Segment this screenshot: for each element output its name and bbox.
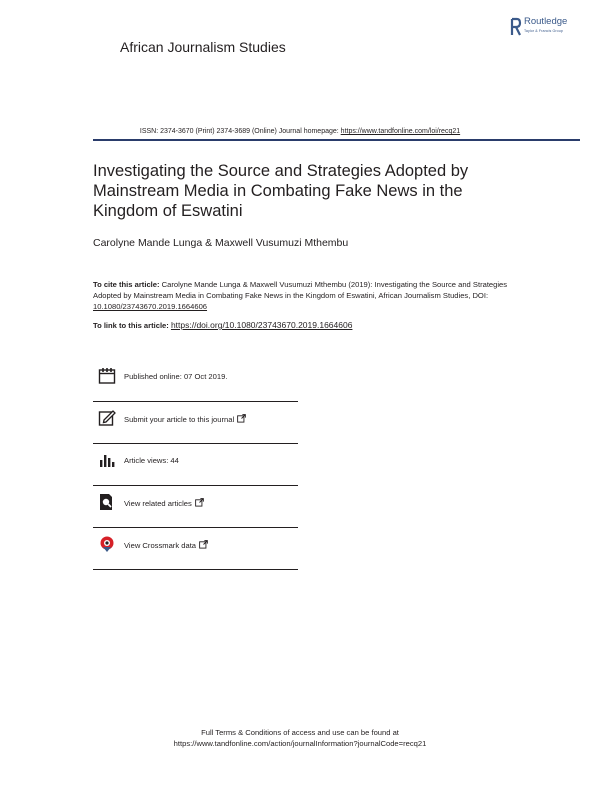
- issn-line: [0, 128, 600, 135]
- crossmark-row[interactable]: [93, 528, 298, 570]
- calendar-icon: [98, 367, 116, 385]
- published-date: Published online: 07 Oct 2019.: [124, 372, 228, 381]
- views-row: [93, 444, 298, 486]
- footer-url[interactable]: https://www.tandfonline.com/action/journalInformation?journalCode=recq21: [173, 739, 427, 748]
- crossmark-icon: [98, 535, 116, 553]
- publisher-tagline: Taylor & Francis Group: [524, 29, 563, 33]
- footer-terms: Full Terms & Conditions of access and use can be found at: [201, 728, 399, 737]
- published-row: [93, 360, 298, 402]
- external-link-icon: [237, 414, 246, 423]
- article-views: Article views: 44: [124, 456, 179, 465]
- article-authors: Carolyne Mande Lunga & Maxwell Vusumuzi Mthembu: [93, 237, 349, 249]
- issn-text: ISSN: 2374-3670 (Print) 2374-3689 (Online) Journal homepage:: [139, 128, 341, 135]
- related-row[interactable]: [93, 486, 298, 528]
- citation-block: [93, 279, 513, 312]
- submit-article-link[interactable]: Submit your article to this journal: [124, 414, 246, 424]
- doi-link[interactable]: 10.1080/23743670.2019.1664606: [93, 302, 208, 311]
- article-doi-url[interactable]: https://doi.org/10.1080/23743670.2019.1664606: [170, 320, 353, 330]
- article-info-panel: [93, 360, 298, 570]
- link-label: To link to this article:: [93, 321, 169, 330]
- crossmark-link[interactable]: View Crossmark data: [124, 540, 208, 550]
- journal-title: African Journalism Studies: [120, 39, 286, 55]
- external-link-icon: [195, 498, 204, 507]
- related-articles-link[interactable]: View related articles: [124, 498, 204, 508]
- bar-chart-icon: [98, 451, 116, 469]
- publisher-logo[interactable]: [510, 16, 590, 44]
- footer: [0, 727, 600, 749]
- article-link-line: [93, 320, 352, 330]
- edit-icon: [98, 409, 116, 427]
- header-rule: [93, 139, 580, 141]
- citation-text: Carolyne Mande Lunga & Maxwell Vusumuzi Mthembu (2019): Investigating the Source and Strategies Adopted by Mainstream Media in Combating Fake News in the Kingdom of Eswatini, African Journalism Studies, DOI:: [93, 280, 508, 300]
- search-document-icon: [98, 493, 116, 511]
- publisher-name: Routledge: [524, 16, 568, 27]
- routledge-r-icon: [510, 17, 522, 37]
- external-link-icon: [199, 540, 208, 549]
- journal-homepage-link[interactable]: https://www.tandfonline.com/loi/recq21: [340, 128, 461, 135]
- article-title: Investigating the Source and Strategies Adopted by Mainstream Media in Combating Fake News in the Kingdom of Eswatini: [93, 162, 469, 220]
- citation-label: To cite this article:: [93, 280, 160, 289]
- submit-row[interactable]: [93, 402, 298, 444]
